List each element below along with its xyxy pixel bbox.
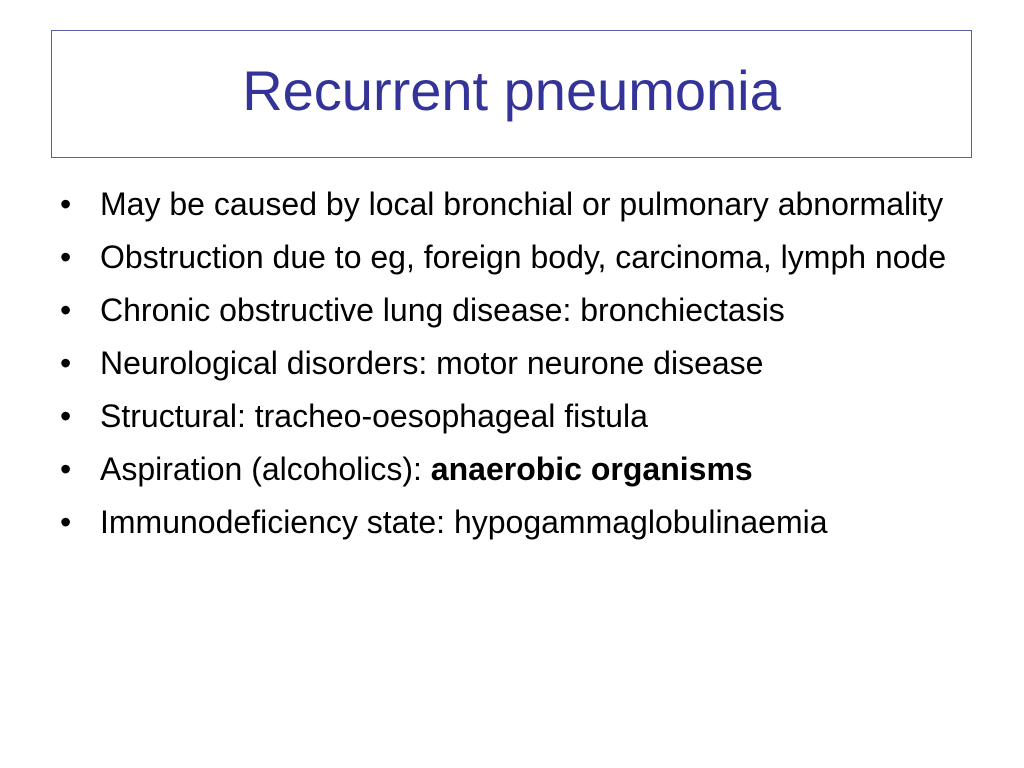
bullet-emphasis: anaerobic organisms — [430, 451, 753, 487]
bullet-marker: • — [60, 239, 72, 275]
bullet-item — [58, 185, 973, 224]
title-placeholder — [51, 30, 972, 158]
bullet-marker: • — [60, 451, 72, 487]
bullet-marker: • — [60, 186, 72, 222]
bullet-item — [58, 450, 973, 489]
bullet-list — [58, 185, 973, 556]
bullet-item — [58, 238, 973, 277]
bullet-text: Aspiration (alcoholics): — [100, 451, 431, 487]
bullet-item — [58, 503, 973, 542]
bullet-item — [58, 344, 973, 383]
bullet-text: Immunodeficiency state: hypogammaglobulinaemia — [100, 504, 828, 540]
bullet-text: Obstruction due to eg, foreign body, carcinoma, lymph node — [100, 239, 947, 275]
bullet-item — [58, 397, 973, 436]
bullet-text: May be caused by local bronchial or pulmonary abnormality — [100, 186, 944, 222]
bullet-marker: • — [60, 345, 72, 381]
slide-title: Recurrent pneumonia — [242, 59, 781, 122]
bullet-marker: • — [60, 504, 72, 540]
bullet-marker: • — [60, 398, 72, 434]
bullet-item — [58, 291, 973, 330]
bullet-marker: • — [60, 292, 72, 328]
bullet-text: Structural: tracheo-oesophageal fistula — [100, 398, 648, 434]
bullet-text: Chronic obstructive lung disease: bronchiectasis — [100, 292, 785, 328]
bullet-text: Neurological disorders: motor neurone disease — [100, 345, 764, 381]
